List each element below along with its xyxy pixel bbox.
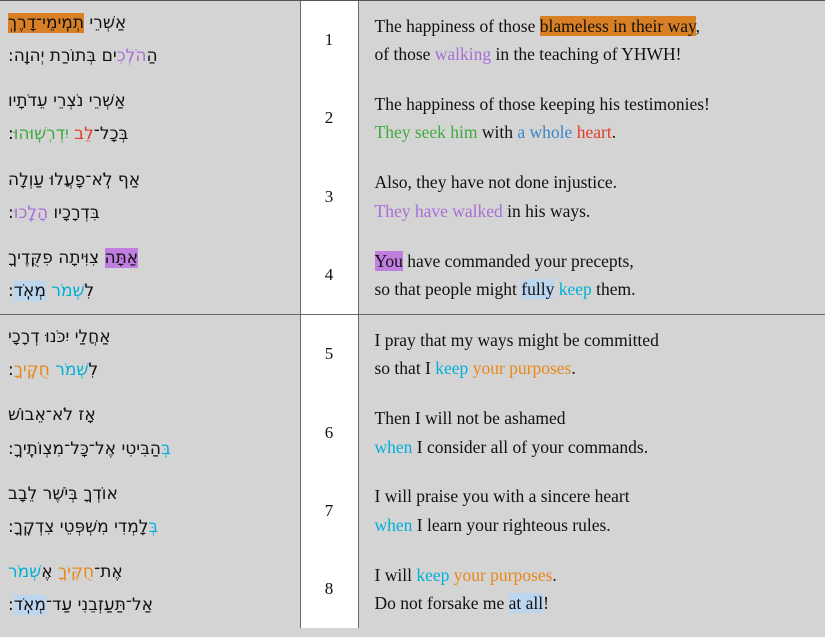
english-line: I will praise you with a sincere heart (374, 486, 630, 507)
english-line: Do not forsake me at all! (374, 593, 549, 614)
verse-number: 4 (300, 236, 358, 315)
english-line: I will keep your purposes. (374, 564, 557, 585)
hebrew-cell-7 (0, 472, 300, 550)
hebrew-line: אֶת־חֻקֶּיךָ אֶשְׁמֹר (8, 561, 123, 582)
english-line: Then I will not be ashamed (374, 408, 566, 429)
hebrew-line: אַשְׁרֵי תְמִֽימֵי־דָרֶךְ (8, 13, 127, 33)
english-cell-7 (358, 472, 825, 550)
table-row (0, 79, 825, 157)
hebrew-line: אַל־תַּעַזְבֵנִי עַד־מְאֹֽד: (8, 595, 154, 616)
english-line: You have commanded your precepts, (374, 250, 634, 271)
hebrew-cell-4 (0, 236, 300, 315)
english-line: so that people might fully keep them. (374, 278, 636, 299)
hebrew-line: אוֹדְךָ בְּיֹשֶׁר לֵבָב (8, 483, 118, 504)
verse-number: 5 (300, 315, 358, 394)
hebrew-line: אַתָּה צִוִּיתָה פִקֻּדֶיךָ (8, 247, 139, 268)
hebrew-cell-8 (0, 550, 300, 628)
english-cell-8 (358, 550, 825, 628)
hebrew-cell-2 (0, 79, 300, 157)
hebrew-cell-6 (0, 393, 300, 471)
table-row (0, 393, 825, 471)
table-row (0, 1, 825, 79)
hebrew-line: אַף לֹֽא־פָעֲלוּ עַוְלָה (8, 169, 141, 190)
table-row (0, 158, 825, 236)
hebrew-cell-3 (0, 158, 300, 236)
english-cell-5 (358, 315, 825, 394)
hebrew-line: בְּכָל־לֵב יִדְרְשֽׁוּהוּ: (8, 124, 129, 145)
hebrew-line: אַשְׁרֵי נֹצְרֵי עֵדֹתָיו (8, 91, 126, 112)
english-line: They seek him with a whole heart. (374, 122, 617, 143)
hebrew-cell-5 (0, 315, 300, 394)
hebrew-line: הַהֹלְכִים בְּתוֹרַת יְהוָֽה: (8, 46, 158, 67)
verse-number: 1 (300, 1, 358, 79)
english-line: when I learn your righteous rules. (374, 514, 611, 535)
english-line: so that I keep your purposes. (374, 358, 576, 379)
verse-number: 6 (300, 393, 358, 471)
hebrew-line: אַחֲלַי יִכֹּנוּ דְרָכָי (8, 327, 111, 348)
verse-number: 3 (300, 158, 358, 236)
english-cell-4 (358, 236, 825, 315)
hebrew-cell-1 (0, 1, 300, 79)
table-row (0, 472, 825, 550)
hebrew-line: אָז לֹא־אֵבוֹשׁ (8, 405, 96, 426)
english-line: I pray that my ways might be committed (374, 329, 659, 350)
table-row (0, 550, 825, 628)
table-row (0, 315, 825, 394)
hebrew-line: לִשְׁמֹר מְאֹֽד: (8, 280, 95, 301)
english-line: when I consider all of your commands. (374, 436, 649, 457)
hebrew-line: לִשְׁמֹר חֻקֶּֽיךָ: (8, 360, 99, 381)
english-cell-2 (358, 79, 825, 157)
verse-number: 7 (300, 472, 358, 550)
hebrew-line: בִּדְרָכָיו הָלָֽכוּ: (8, 202, 100, 223)
english-cell-6 (358, 393, 825, 471)
english-line: Also, they have not done injustice. (374, 172, 618, 193)
english-cell-1 (358, 1, 825, 79)
english-line: The happiness of those keeping his testimonies! (374, 94, 710, 115)
english-line: of those walking in the teaching of YHWH! (374, 44, 682, 65)
table-row (0, 236, 825, 315)
english-line: They have walked in his ways. (374, 200, 591, 221)
hebrew-line: בְּהַבִּיטִי אֶל־כָּל־מִצְוֹתֶֽיךָ: (8, 438, 171, 459)
english-line: The happiness of those blameless in their way, (374, 15, 700, 36)
hebrew-line: בְּלָמְדִי מִשְׁפְּטֵי צִדְקֶֽךָ: (8, 516, 159, 537)
verse-number: 2 (300, 79, 358, 157)
psalm-table (0, 1, 825, 628)
verse-number: 8 (300, 550, 358, 628)
english-cell-3 (358, 158, 825, 236)
